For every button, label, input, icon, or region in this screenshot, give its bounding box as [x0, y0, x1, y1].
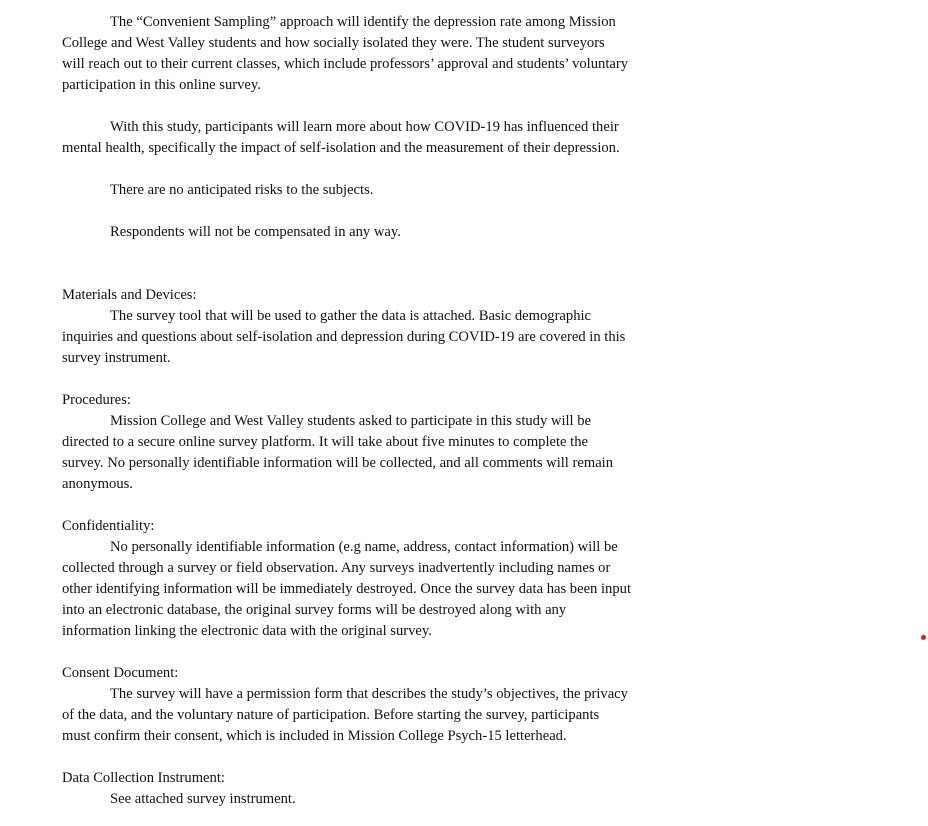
- intro-para1-line2: College and West Valley students and how socially isolated they were. The student surveyors: [62, 35, 605, 51]
- intro-para3: There are no anticipated risks to the subjects.: [110, 182, 374, 198]
- confidentiality-line2: collected through a survey or field observation. Any surveys inadvertently including names or: [62, 560, 611, 576]
- intro-para1-line4: participation in this online survey.: [62, 77, 261, 93]
- materials-line2: inquiries and questions about self-isolation and depression during COVID-19 are covered in this: [62, 329, 626, 345]
- materials-heading: Materials and Devices:: [62, 287, 197, 303]
- document-page: [62, 12, 692, 810]
- consent-line3: must confirm their consent, which is included in Mission College Psych-15 letterhead.: [62, 728, 567, 744]
- procedures-line3: survey. No personally identifiable information will be collected, and all comments will remain: [62, 455, 614, 471]
- materials-line3: survey instrument.: [62, 350, 171, 366]
- materials-line1: The survey tool that will be used to gather the data is attached. Basic demographic: [110, 308, 592, 324]
- intro-para2-line2: mental health, specifically the impact of self-isolation and the measurement of their depression.: [62, 140, 620, 156]
- confidentiality-heading: Confidentiality:: [62, 518, 155, 534]
- procedures-line2: directed to a secure online survey platform. It will take about five minutes to complete the: [62, 434, 589, 450]
- consent-line1: The survey will have a permission form that describes the study’s objectives, the privacy: [110, 686, 628, 702]
- confidentiality-line4: into an electronic database, the original survey forms will be destroyed along with any: [62, 602, 567, 618]
- procedures-heading: Procedures:: [62, 392, 131, 408]
- intro-para4: Respondents will not be compensated in any way.: [110, 224, 401, 240]
- red-marker-dot: [921, 635, 926, 640]
- instrument-line1: See attached survey instrument.: [110, 791, 296, 807]
- procedures-line1: Mission College and West Valley students asked to participate in this study will be: [110, 413, 592, 429]
- intro-para1-line1: The “Convenient Sampling” approach will identify the depression rate among Mission: [110, 14, 616, 30]
- consent-heading: Consent Document:: [62, 665, 179, 681]
- confidentiality-line5: information linking the electronic data with the original survey.: [62, 623, 432, 639]
- intro-para1-line3: will reach out to their current classes, which include professors’ approval and students’ voluntary: [62, 56, 629, 72]
- instrument-heading: Data Collection Instrument:: [62, 770, 225, 786]
- consent-line2: of the data, and the voluntary nature of participation. Before starting the survey, participants: [62, 707, 600, 723]
- intro-para2-line1: With this study, participants will learn more about how COVID-19 has influenced their: [110, 119, 619, 135]
- procedures-line4: anonymous.: [62, 476, 133, 492]
- confidentiality-line1: No personally identifiable information (e.g name, address, contact information) will be: [110, 539, 618, 555]
- confidentiality-line3: other identifying information will be immediately destroyed. Once the survey data has been input: [62, 581, 631, 597]
